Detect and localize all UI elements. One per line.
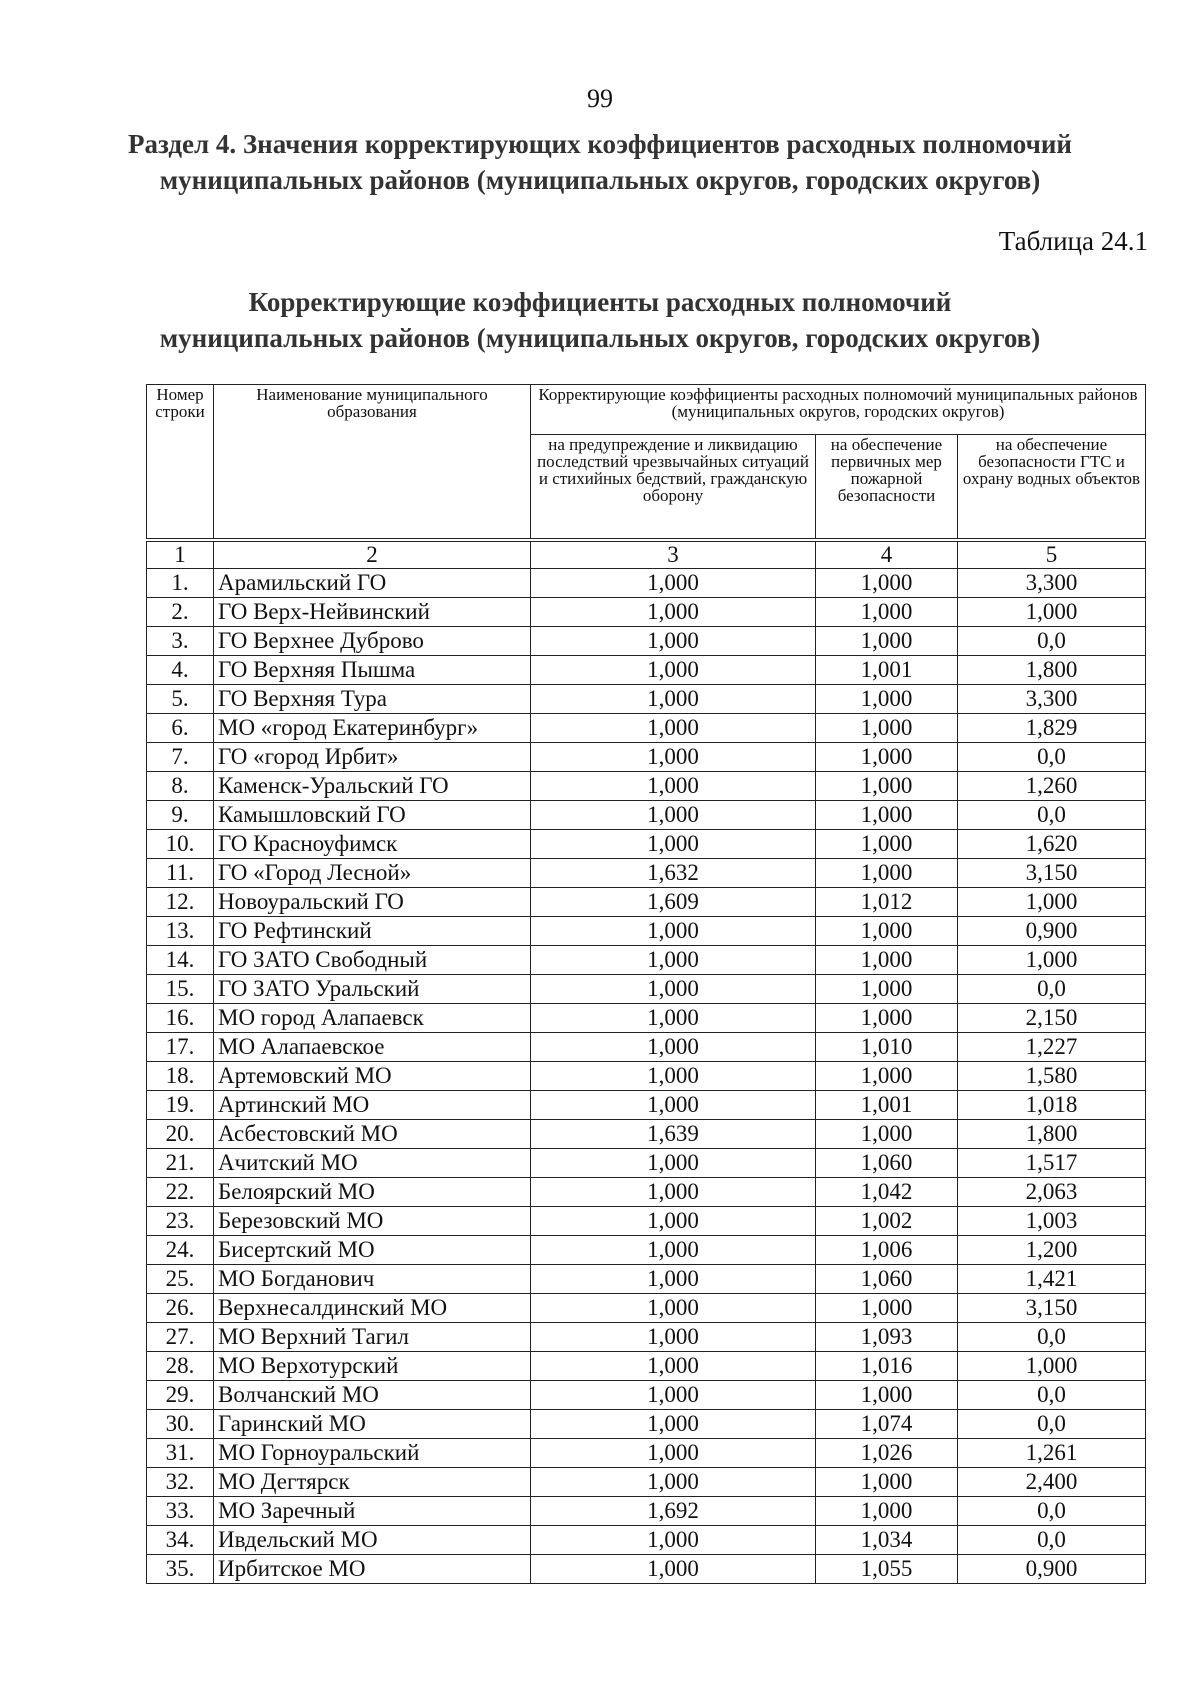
table-row: [147, 1294, 1146, 1323]
emergency-coefficient-cell: 1,000: [531, 569, 816, 598]
municipality-name-cell: Артемовский МО: [214, 1062, 531, 1091]
table-row: [147, 772, 1146, 801]
header-name: Наименование муниципального образования: [214, 385, 531, 539]
fire-safety-coefficient-cell: 1,026: [816, 1439, 958, 1468]
hydro-safety-coefficient-cell: 1,003: [958, 1207, 1146, 1236]
hydro-safety-coefficient-cell: 3,300: [958, 569, 1146, 598]
hydro-safety-coefficient-cell: 1,227: [958, 1033, 1146, 1062]
hydro-safety-coefficient-cell: 1,000: [958, 1352, 1146, 1381]
row-number-cell: 29.: [147, 1381, 214, 1410]
fire-safety-coefficient-cell: 1,000: [816, 946, 958, 975]
emergency-coefficient-cell: 1,000: [531, 1526, 816, 1555]
municipality-name-cell: ГО Верхняя Пышма: [214, 656, 531, 685]
table-label: Таблица 24.1: [998, 226, 1148, 256]
municipality-name-cell: МО Верхний Тагил: [214, 1323, 531, 1352]
municipality-name-cell: МО Верхотурский: [214, 1352, 531, 1381]
emergency-coefficient-cell: 1,000: [531, 1410, 816, 1439]
table-row: [147, 1236, 1146, 1265]
fire-safety-coefficient-cell: 1,010: [816, 1033, 958, 1062]
row-number-cell: 31.: [147, 1439, 214, 1468]
header-col3: на предупреждение и ликвидацию последствий чрезвычайных ситуаций и стихийных бедствий, гражданскую оборону: [531, 435, 816, 539]
table-row: [147, 975, 1146, 1004]
table-title-line2: муниципальных районов (муниципальных округов, городских округов): [159, 323, 1041, 353]
column-numbers-row: [147, 542, 1146, 569]
row-number-cell: 30.: [147, 1410, 214, 1439]
fire-safety-coefficient-cell: 1,000: [816, 1004, 958, 1033]
emergency-coefficient-cell: 1,609: [531, 888, 816, 917]
row-number-cell: 19.: [147, 1091, 214, 1120]
row-number-cell: 27.: [147, 1323, 214, 1352]
emergency-coefficient-cell: 1,000: [531, 1555, 816, 1584]
fire-safety-coefficient-cell: 1,000: [816, 859, 958, 888]
hydro-safety-coefficient-cell: 1,800: [958, 1120, 1146, 1149]
municipality-name-cell: Белоярский МО: [214, 1178, 531, 1207]
table-row: [147, 685, 1146, 714]
fire-safety-coefficient-cell: 1,000: [816, 1468, 958, 1497]
municipality-name-cell: ГО ЗАТО Свободный: [214, 946, 531, 975]
emergency-coefficient-cell: 1,000: [531, 627, 816, 656]
row-number-cell: 20.: [147, 1120, 214, 1149]
fire-safety-coefficient-cell: 1,093: [816, 1323, 958, 1352]
column-number: 5: [958, 542, 1146, 569]
fire-safety-coefficient-cell: 1,000: [816, 801, 958, 830]
hydro-safety-coefficient-cell: 1,000: [958, 888, 1146, 917]
row-number-cell: 12.: [147, 888, 214, 917]
fire-safety-coefficient-cell: 1,000: [816, 1062, 958, 1091]
emergency-coefficient-cell: 1,692: [531, 1497, 816, 1526]
municipality-name-cell: МО «город Екатеринбург»: [214, 714, 531, 743]
row-number-cell: 22.: [147, 1178, 214, 1207]
row-number-cell: 21.: [147, 1149, 214, 1178]
row-number-cell: 28.: [147, 1352, 214, 1381]
row-number-cell: 5.: [147, 685, 214, 714]
fire-safety-coefficient-cell: 1,000: [816, 830, 958, 859]
hydro-safety-coefficient-cell: 0,0: [958, 743, 1146, 772]
municipality-name-cell: Арамильский ГО: [214, 569, 531, 598]
emergency-coefficient-cell: 1,000: [531, 743, 816, 772]
hydro-safety-coefficient-cell: 2,063: [958, 1178, 1146, 1207]
row-number-cell: 7.: [147, 743, 214, 772]
row-number-cell: 9.: [147, 801, 214, 830]
fire-safety-coefficient-cell: 1,001: [816, 1091, 958, 1120]
hydro-safety-coefficient-cell: 1,800: [958, 656, 1146, 685]
fire-safety-coefficient-cell: 1,000: [816, 743, 958, 772]
fire-safety-coefficient-cell: 1,016: [816, 1352, 958, 1381]
header-col4: на обеспечение первичных мер пожарной безопасности: [816, 435, 958, 539]
table-title-line1: Корректирующие коэффициенты расходных полномочий: [248, 287, 952, 317]
table-row: [147, 1555, 1146, 1584]
row-number-cell: 16.: [147, 1004, 214, 1033]
row-number-cell: 4.: [147, 656, 214, 685]
column-number: 1: [147, 542, 214, 569]
municipality-name-cell: МО город Алапаевск: [214, 1004, 531, 1033]
hydro-safety-coefficient-cell: 1,620: [958, 830, 1146, 859]
fire-safety-coefficient-cell: 1,000: [816, 627, 958, 656]
emergency-coefficient-cell: 1,000: [531, 1091, 816, 1120]
emergency-coefficient-cell: 1,000: [531, 1265, 816, 1294]
municipality-name-cell: МО Богданович: [214, 1265, 531, 1294]
hydro-safety-coefficient-cell: 0,0: [958, 975, 1146, 1004]
emergency-coefficient-cell: 1,000: [531, 975, 816, 1004]
row-number-cell: 10.: [147, 830, 214, 859]
hydro-safety-coefficient-cell: 0,900: [958, 917, 1146, 946]
fire-safety-coefficient-cell: 1,000: [816, 1381, 958, 1410]
fire-safety-coefficient-cell: 1,000: [816, 1294, 958, 1323]
column-number: 4: [816, 542, 958, 569]
hydro-safety-coefficient-cell: 1,018: [958, 1091, 1146, 1120]
municipality-name-cell: Гаринский МО: [214, 1410, 531, 1439]
emergency-coefficient-cell: 1,000: [531, 1033, 816, 1062]
emergency-coefficient-cell: 1,000: [531, 1004, 816, 1033]
municipality-name-cell: ГО Рефтинский: [214, 917, 531, 946]
table-row: [147, 1091, 1146, 1120]
table-row: [147, 1323, 1146, 1352]
fire-safety-coefficient-cell: 1,042: [816, 1178, 958, 1207]
table-row: [147, 598, 1146, 627]
municipality-name-cell: ГО Верхняя Тура: [214, 685, 531, 714]
hydro-safety-coefficient-cell: 1,261: [958, 1439, 1146, 1468]
row-number-cell: 35.: [147, 1555, 214, 1584]
table-row: [147, 917, 1146, 946]
municipality-name-cell: МО Горноуральский: [214, 1439, 531, 1468]
emergency-coefficient-cell: 1,000: [531, 1381, 816, 1410]
fire-safety-coefficient-cell: 1,060: [816, 1265, 958, 1294]
row-number-cell: 2.: [147, 598, 214, 627]
table-row: [147, 1468, 1146, 1497]
hydro-safety-coefficient-cell: 1,000: [958, 946, 1146, 975]
hydro-safety-coefficient-cell: 0,0: [958, 627, 1146, 656]
municipality-name-cell: ГО Верх-Нейвинский: [214, 598, 531, 627]
emergency-coefficient-cell: 1,000: [531, 1468, 816, 1497]
fire-safety-coefficient-cell: 1,000: [816, 772, 958, 801]
hydro-safety-coefficient-cell: 1,421: [958, 1265, 1146, 1294]
hydro-safety-coefficient-cell: 1,580: [958, 1062, 1146, 1091]
fire-safety-coefficient-cell: 1,000: [816, 685, 958, 714]
hydro-safety-coefficient-cell: 3,150: [958, 859, 1146, 888]
table-row: [147, 1120, 1146, 1149]
emergency-coefficient-cell: 1,000: [531, 1236, 816, 1265]
table-row: [147, 1062, 1146, 1091]
municipality-name-cell: Ирбитское МО: [214, 1555, 531, 1584]
header-col5: на обеспечение безопасности ГТС и охрану водных объектов: [958, 435, 1146, 539]
row-number-cell: 1.: [147, 569, 214, 598]
municipality-name-cell: ГО Красноуфимск: [214, 830, 531, 859]
row-number-cell: 33.: [147, 1497, 214, 1526]
hydro-safety-coefficient-cell: 0,0: [958, 801, 1146, 830]
section-title-line1: Раздел 4. Значения корректирующих коэффициентов расходных полномочий: [128, 129, 1072, 159]
fire-safety-coefficient-cell: 1,000: [816, 598, 958, 627]
header-row-number: Номер строки: [147, 385, 214, 539]
table-row: [147, 859, 1146, 888]
section-title: [100, 126, 1100, 198]
table-row: [147, 1497, 1146, 1526]
table-row: [147, 569, 1146, 598]
table-header: [146, 384, 1146, 539]
table-title: [100, 284, 1100, 356]
fire-safety-coefficient-cell: 1,002: [816, 1207, 958, 1236]
section-title-line2: муниципальных районов (муниципальных округов, городских округов): [159, 165, 1041, 195]
hydro-safety-coefficient-cell: 0,0: [958, 1497, 1146, 1526]
emergency-coefficient-cell: 1,000: [531, 772, 816, 801]
page-number: 99: [587, 84, 613, 113]
table-row: [147, 1381, 1146, 1410]
emergency-coefficient-cell: 1,639: [531, 1120, 816, 1149]
municipality-name-cell: ГО ЗАТО Уральский: [214, 975, 531, 1004]
municipality-name-cell: МО Заречный: [214, 1497, 531, 1526]
table-row: [147, 656, 1146, 685]
fire-safety-coefficient-cell: 1,000: [816, 1497, 958, 1526]
emergency-coefficient-cell: 1,000: [531, 1178, 816, 1207]
hydro-safety-coefficient-cell: 0,0: [958, 1410, 1146, 1439]
hydro-safety-coefficient-cell: 1,517: [958, 1149, 1146, 1178]
municipality-name-cell: Камышловский ГО: [214, 801, 531, 830]
row-number-cell: 8.: [147, 772, 214, 801]
table-row: [147, 801, 1146, 830]
row-number-cell: 32.: [147, 1468, 214, 1497]
fire-safety-coefficient-cell: 1,000: [816, 714, 958, 743]
table-row: [147, 1004, 1146, 1033]
hydro-safety-coefficient-cell: 0,0: [958, 1323, 1146, 1352]
row-number-cell: 11.: [147, 859, 214, 888]
fire-safety-coefficient-cell: 1,074: [816, 1410, 958, 1439]
fire-safety-coefficient-cell: 1,055: [816, 1555, 958, 1584]
emergency-coefficient-cell: 1,000: [531, 656, 816, 685]
hydro-safety-coefficient-cell: 1,000: [958, 598, 1146, 627]
emergency-coefficient-cell: 1,000: [531, 685, 816, 714]
municipality-name-cell: МО Алапаевское: [214, 1033, 531, 1062]
emergency-coefficient-cell: 1,000: [531, 1352, 816, 1381]
fire-safety-coefficient-cell: 1,034: [816, 1526, 958, 1555]
municipality-name-cell: ГО «Город Лесной»: [214, 859, 531, 888]
row-number-cell: 18.: [147, 1062, 214, 1091]
emergency-coefficient-cell: 1,000: [531, 714, 816, 743]
table-row: [147, 1207, 1146, 1236]
row-number-cell: 24.: [147, 1236, 214, 1265]
table-row: [147, 888, 1146, 917]
municipality-name-cell: МО Дегтярск: [214, 1468, 531, 1497]
coefficients-table: [146, 541, 1146, 1584]
fire-safety-coefficient-cell: 1,000: [816, 1120, 958, 1149]
municipality-name-cell: Артинский МО: [214, 1091, 531, 1120]
hydro-safety-coefficient-cell: 1,829: [958, 714, 1146, 743]
hydro-safety-coefficient-cell: 3,150: [958, 1294, 1146, 1323]
emergency-coefficient-cell: 1,000: [531, 917, 816, 946]
emergency-coefficient-cell: 1,000: [531, 598, 816, 627]
row-number-cell: 23.: [147, 1207, 214, 1236]
table-row: [147, 1265, 1146, 1294]
table-row: [147, 1178, 1146, 1207]
table-row: [147, 830, 1146, 859]
table-row: [147, 946, 1146, 975]
emergency-coefficient-cell: 1,000: [531, 801, 816, 830]
hydro-safety-coefficient-cell: 0,900: [958, 1555, 1146, 1584]
row-number-cell: 14.: [147, 946, 214, 975]
municipality-name-cell: Асбестовский МО: [214, 1120, 531, 1149]
table-row: [147, 1439, 1146, 1468]
hydro-safety-coefficient-cell: 2,400: [958, 1468, 1146, 1497]
fire-safety-coefficient-cell: 1,060: [816, 1149, 958, 1178]
header-coefficients-group: Корректирующие коэффициенты расходных полномочий муниципальных районов (муниципальных округов, городских округов): [531, 385, 1146, 435]
emergency-coefficient-cell: 1,000: [531, 1294, 816, 1323]
table-row: [147, 743, 1146, 772]
fire-safety-coefficient-cell: 1,000: [816, 917, 958, 946]
fire-safety-coefficient-cell: 1,012: [816, 888, 958, 917]
emergency-coefficient-cell: 1,000: [531, 1207, 816, 1236]
row-number-cell: 6.: [147, 714, 214, 743]
municipality-name-cell: ГО Верхнее Дуброво: [214, 627, 531, 656]
hydro-safety-coefficient-cell: 3,300: [958, 685, 1146, 714]
hydro-safety-coefficient-cell: 1,260: [958, 772, 1146, 801]
municipality-name-cell: Ачитский МО: [214, 1149, 531, 1178]
row-number-cell: 26.: [147, 1294, 214, 1323]
hydro-safety-coefficient-cell: 1,200: [958, 1236, 1146, 1265]
municipality-name-cell: Бисертский МО: [214, 1236, 531, 1265]
fire-safety-coefficient-cell: 1,000: [816, 569, 958, 598]
municipality-name-cell: Березовский МО: [214, 1207, 531, 1236]
table-row: [147, 1352, 1146, 1381]
table-row: [147, 1526, 1146, 1555]
emergency-coefficient-cell: 1,000: [531, 1062, 816, 1091]
municipality-name-cell: Волчанский МО: [214, 1381, 531, 1410]
table-row: [147, 1033, 1146, 1062]
municipality-name-cell: Каменск-Уральский ГО: [214, 772, 531, 801]
row-number-cell: 17.: [147, 1033, 214, 1062]
row-number-cell: 25.: [147, 1265, 214, 1294]
row-number-cell: 13.: [147, 917, 214, 946]
emergency-coefficient-cell: 1,000: [531, 1149, 816, 1178]
row-number-cell: 3.: [147, 627, 214, 656]
fire-safety-coefficient-cell: 1,006: [816, 1236, 958, 1265]
row-number-cell: 15.: [147, 975, 214, 1004]
table-row: [147, 627, 1146, 656]
municipality-name-cell: Новоуральский ГО: [214, 888, 531, 917]
municipality-name-cell: Верхнесалдинский МО: [214, 1294, 531, 1323]
municipality-name-cell: ГО «город Ирбит»: [214, 743, 531, 772]
column-number: 3: [531, 542, 816, 569]
emergency-coefficient-cell: 1,000: [531, 830, 816, 859]
emergency-coefficient-cell: 1,000: [531, 946, 816, 975]
row-number-cell: 34.: [147, 1526, 214, 1555]
hydro-safety-coefficient-cell: 0,0: [958, 1381, 1146, 1410]
emergency-coefficient-cell: 1,632: [531, 859, 816, 888]
table-row: [147, 1410, 1146, 1439]
fire-safety-coefficient-cell: 1,000: [816, 975, 958, 1004]
hydro-safety-coefficient-cell: 2,150: [958, 1004, 1146, 1033]
fire-safety-coefficient-cell: 1,001: [816, 656, 958, 685]
table-row: [147, 714, 1146, 743]
emergency-coefficient-cell: 1,000: [531, 1323, 816, 1352]
emergency-coefficient-cell: 1,000: [531, 1439, 816, 1468]
municipality-name-cell: Ивдельский МО: [214, 1526, 531, 1555]
column-number: 2: [214, 542, 531, 569]
table-row: [147, 1149, 1146, 1178]
hydro-safety-coefficient-cell: 0,0: [958, 1526, 1146, 1555]
